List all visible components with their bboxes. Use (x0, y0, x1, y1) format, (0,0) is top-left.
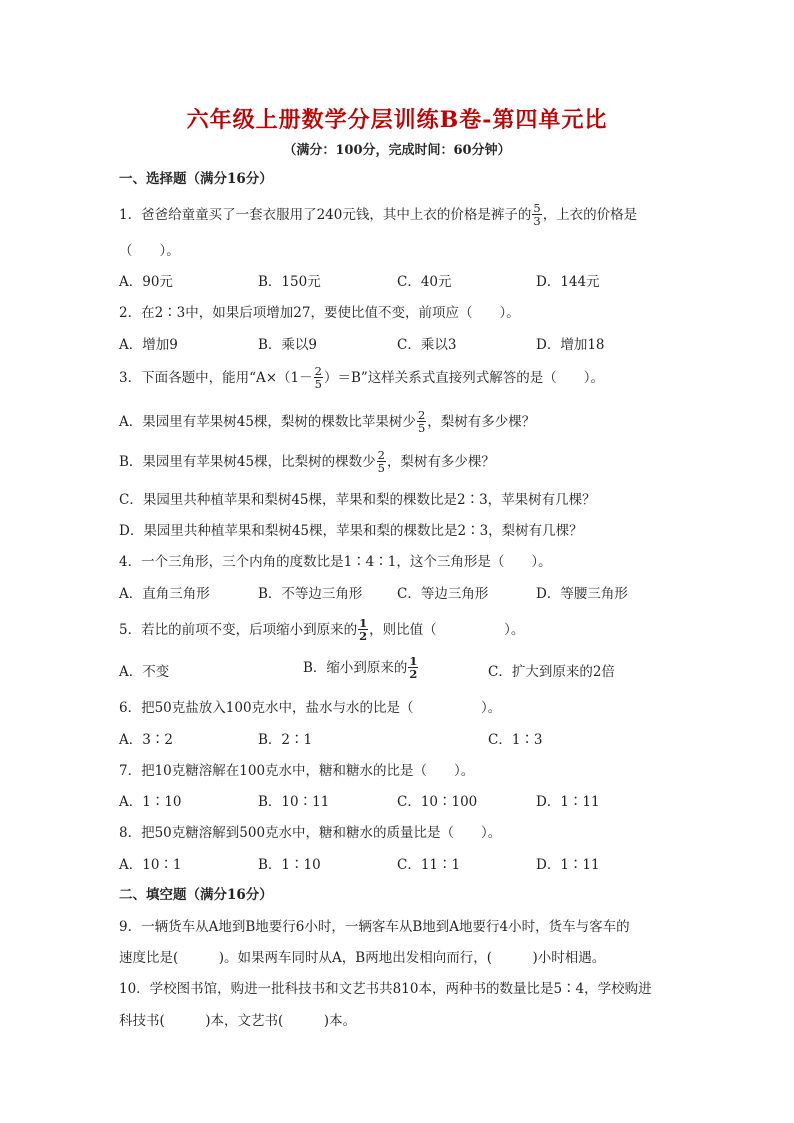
q1-blank: （ ）。 (119, 243, 180, 259)
q5-text-a: 5．若比的前项不变，后项缩小到原来的 (119, 622, 358, 638)
q3-fraction (314, 365, 323, 390)
page-title: 六年级上册数学分层训练B卷-第四单元比 (186, 107, 608, 133)
question-4: 4．一个三角形，三个内角的度数比是1∶4∶1，这个三角形是（ ）。 (119, 554, 552, 570)
q3-text-a: 3．下面各题中，能用“A×（1－ (119, 370, 313, 386)
question-10-line-1: 10．学校图书馆，购进一批科技书和文艺书共810本，两种书的数量比是5∶4，学校购进 (119, 981, 652, 997)
q7-option-a[interactable]: A．1∶10 (119, 794, 182, 810)
q3-option-b-fraction (377, 449, 386, 474)
q3b-frac-num: 2 (377, 448, 385, 462)
question-1 (119, 203, 637, 228)
q1-option-c[interactable]: C．40元 (397, 274, 452, 290)
q1-option-b[interactable]: B．150元 (258, 274, 321, 290)
q1-text-a: 1．爸爸给童童买了一套衣服用了240元钱，其中上衣的价格是裤子的 (119, 207, 532, 223)
q6-option-c[interactable]: C．1∶3 (488, 732, 543, 748)
q3-frac-num: 2 (314, 364, 322, 378)
q3-option-b[interactable] (119, 450, 495, 475)
q1-frac-den: 3 (533, 214, 541, 228)
question-10-line-2: 科技书( )本，文艺书( )本。 (119, 1013, 357, 1029)
question-2: 2．在2∶3中，如果后项增加27，要使比值不变，前项应（ ）。 (119, 305, 520, 321)
q5-text-b: ，则比值（ ）。 (369, 622, 525, 638)
q8-option-b[interactable]: B．1∶10 (258, 857, 321, 873)
q3-option-d[interactable]: D．果园里共种植苹果和梨树45棵，苹果和梨的棵数比是2∶3，梨树有几棵？ (119, 523, 583, 539)
q5-option-b[interactable] (303, 656, 419, 681)
q3-option-a-tail: ，梨树有多少棵？ (427, 414, 536, 430)
q7-option-c[interactable]: C．10∶100 (397, 794, 478, 810)
q3a-frac-den: 5 (417, 421, 426, 435)
q1-text-b: ，上衣的价格是 (542, 207, 638, 223)
q2-option-d[interactable]: D．增加18 (536, 337, 605, 353)
q3-option-a-fraction (417, 409, 426, 434)
question-8: 8．把50克糖溶解到500克水中，糖和糖水的质量比是（ ）。 (119, 825, 502, 841)
q4-option-b[interactable]: B．不等边三角形 (258, 586, 363, 602)
q1-option-d[interactable]: D．144元 (536, 274, 600, 290)
question-5 (119, 618, 524, 643)
q4-option-d[interactable]: D．等腰三角形 (536, 586, 628, 602)
q5-option-c[interactable]: C．扩大到原来的2倍 (488, 664, 615, 680)
q1-option-a[interactable]: A．90元 (119, 274, 173, 290)
q3-option-b-tail: ，梨树有多少棵？ (386, 454, 495, 470)
q8-option-c[interactable]: C．11∶1 (397, 857, 461, 873)
q7-option-d[interactable]: D．1∶11 (536, 794, 600, 810)
q5-frac-num: 1 (359, 616, 368, 630)
q8-option-a[interactable]: A．10∶1 (119, 857, 182, 873)
question-9-line-1: 9．一辆货车从A地到B地要行6小时，一辆客车从B地到A地要行4小时，货车与客车的 (119, 919, 630, 935)
section-heading-choice: 一、选择题（满分16分） (119, 171, 273, 187)
q3-text-b: ）＝B”这样关系式直接列式解答的是（ ）。 (323, 370, 605, 386)
q6-option-a[interactable]: A．3∶2 (119, 732, 173, 748)
q5-fraction (358, 617, 368, 642)
q5-option-b-text: B．缩小到原来的 (303, 660, 408, 676)
q5-option-a[interactable]: A．不变 (119, 664, 170, 680)
q6-option-b[interactable]: B．2∶1 (258, 732, 313, 748)
q1-frac-num: 5 (533, 201, 541, 215)
question-9-line-2: 速度比是( )。如果两车同时从A，B两地出发相向而行，( )小时相遇。 (119, 950, 606, 966)
q3-option-c[interactable]: C．果园里共种植苹果和梨树45棵，苹果和梨的棵数比是2∶3，苹果树有几棵？ (119, 492, 596, 508)
q2-option-a[interactable]: A．增加9 (119, 337, 178, 353)
question-6: 6．把50克盐放入100克水中，盐水与水的比是（ ）。 (119, 700, 502, 716)
q5b-frac-num: 1 (409, 654, 418, 668)
q8-option-d[interactable]: D．1∶11 (536, 857, 600, 873)
question-7: 7．把10克糖溶解在100克水中，糖和糖水的比是（ ）。 (119, 763, 475, 779)
q2-option-c[interactable]: C．乘以3 (397, 337, 457, 353)
q1-fraction (532, 202, 541, 227)
q4-option-a[interactable]: A．直角三角形 (119, 586, 210, 602)
q5-option-b-fraction (408, 655, 418, 680)
question-3 (119, 366, 604, 391)
section-heading-fill-in: 二、填空题（满分16分） (119, 887, 273, 903)
q3a-frac-num: 2 (417, 408, 426, 422)
q3-option-b-text: B．果园里有苹果树45棵，比梨树的棵数少 (119, 454, 376, 470)
q3-option-a[interactable] (119, 410, 535, 435)
q2-option-b[interactable]: B．乘以9 (258, 337, 318, 353)
page-subtitle: （满分：100分，完成时间：60分钟） (283, 143, 511, 158)
q3b-frac-den: 5 (377, 461, 385, 475)
q5b-frac-den: 2 (409, 667, 418, 681)
q4-option-c[interactable]: C．等边三角形 (397, 586, 489, 602)
q3-frac-den: 5 (314, 377, 322, 391)
q7-option-b[interactable]: B．10∶11 (258, 794, 330, 810)
q5-frac-den: 2 (359, 629, 368, 643)
q3-option-a-text: A．果园里有苹果树45棵，梨树的棵数比苹果树少 (119, 414, 416, 430)
